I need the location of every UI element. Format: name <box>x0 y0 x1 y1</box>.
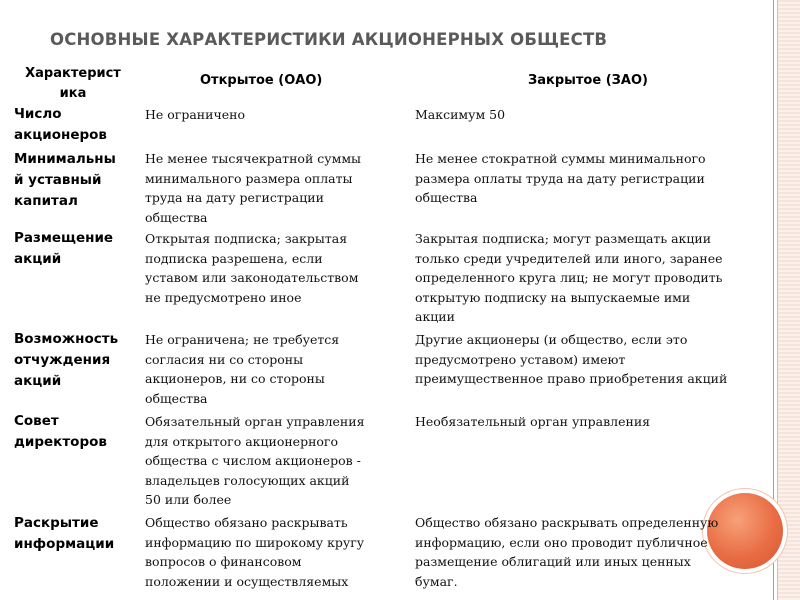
row-closed-placement: Закрытая подписка; могут размещать акции только среди учредителей или иного, заранее определенного круга лиц; не могут проводить открытую подписку на выпускаемые ими акции <box>415 231 723 325</box>
row-open-capital: Не менее тысячекратной суммы минимального размера оплаты труда на дату регистрации общества <box>145 151 361 225</box>
header-characteristic: Характерист ика <box>25 66 121 101</box>
row-closed-alienation: Другие акционеры (и общество, если это предусмотрено уставом) имеют преимущественное право приобретения акций <box>415 332 728 387</box>
row-label-capital: Минимальны й уставный капитал <box>14 151 116 209</box>
row-closed-shareholders: Максимум 50 <box>415 107 506 122</box>
row-closed-board: Необязательный орган управления <box>415 414 651 429</box>
row-closed-disclosure: Общество обязано раскрывать определенную информацию, если оно проводит публичное размещение облигаций или иных ценных бумаг. <box>415 515 719 589</box>
row-label-disclosure: Раскрытие информации <box>14 515 115 552</box>
row-open-disclosure: Общество обязано раскрывать информацию по широкому кругу вопросов о финансовом положении и осуществляемых <box>145 515 365 589</box>
row-label-alienation: Возможность отчуждения акций <box>14 331 119 389</box>
row-label-shareholders: Число акционеров <box>14 106 107 143</box>
header-open-company: Открытое (ОАО) <box>200 73 323 88</box>
row-label-board: Совет директоров <box>14 413 107 450</box>
row-open-shareholders: Не ограничено <box>145 107 245 122</box>
decorative-side-stripe <box>777 0 800 600</box>
page-title: ОСНОВНЫЕ ХАРАКТЕРИСТИКИ АКЦИОНЕРНЫХ ОБЩЕСТВ <box>50 30 608 49</box>
row-open-alienation: Не ограничена; не требуется согласия ни со стороны акционеров, ни со стороны общества <box>145 332 340 406</box>
row-label-placement: Размещение акций <box>14 230 114 267</box>
row-closed-capital: Не менее стократной суммы минимального размера оплаты труда на дату регистрации общества <box>415 151 706 206</box>
row-open-board: Обязательный орган управления для открытого акционерного общества с числом акционеров - владельцев голосующих акций 50 или более <box>145 414 365 508</box>
header-closed-company: Закрытое (ЗАО) <box>528 73 648 88</box>
row-open-placement: Открытая подписка; закрытая подписка разрешена, если уставом или законодательством не предусмотрено иное <box>145 231 359 305</box>
